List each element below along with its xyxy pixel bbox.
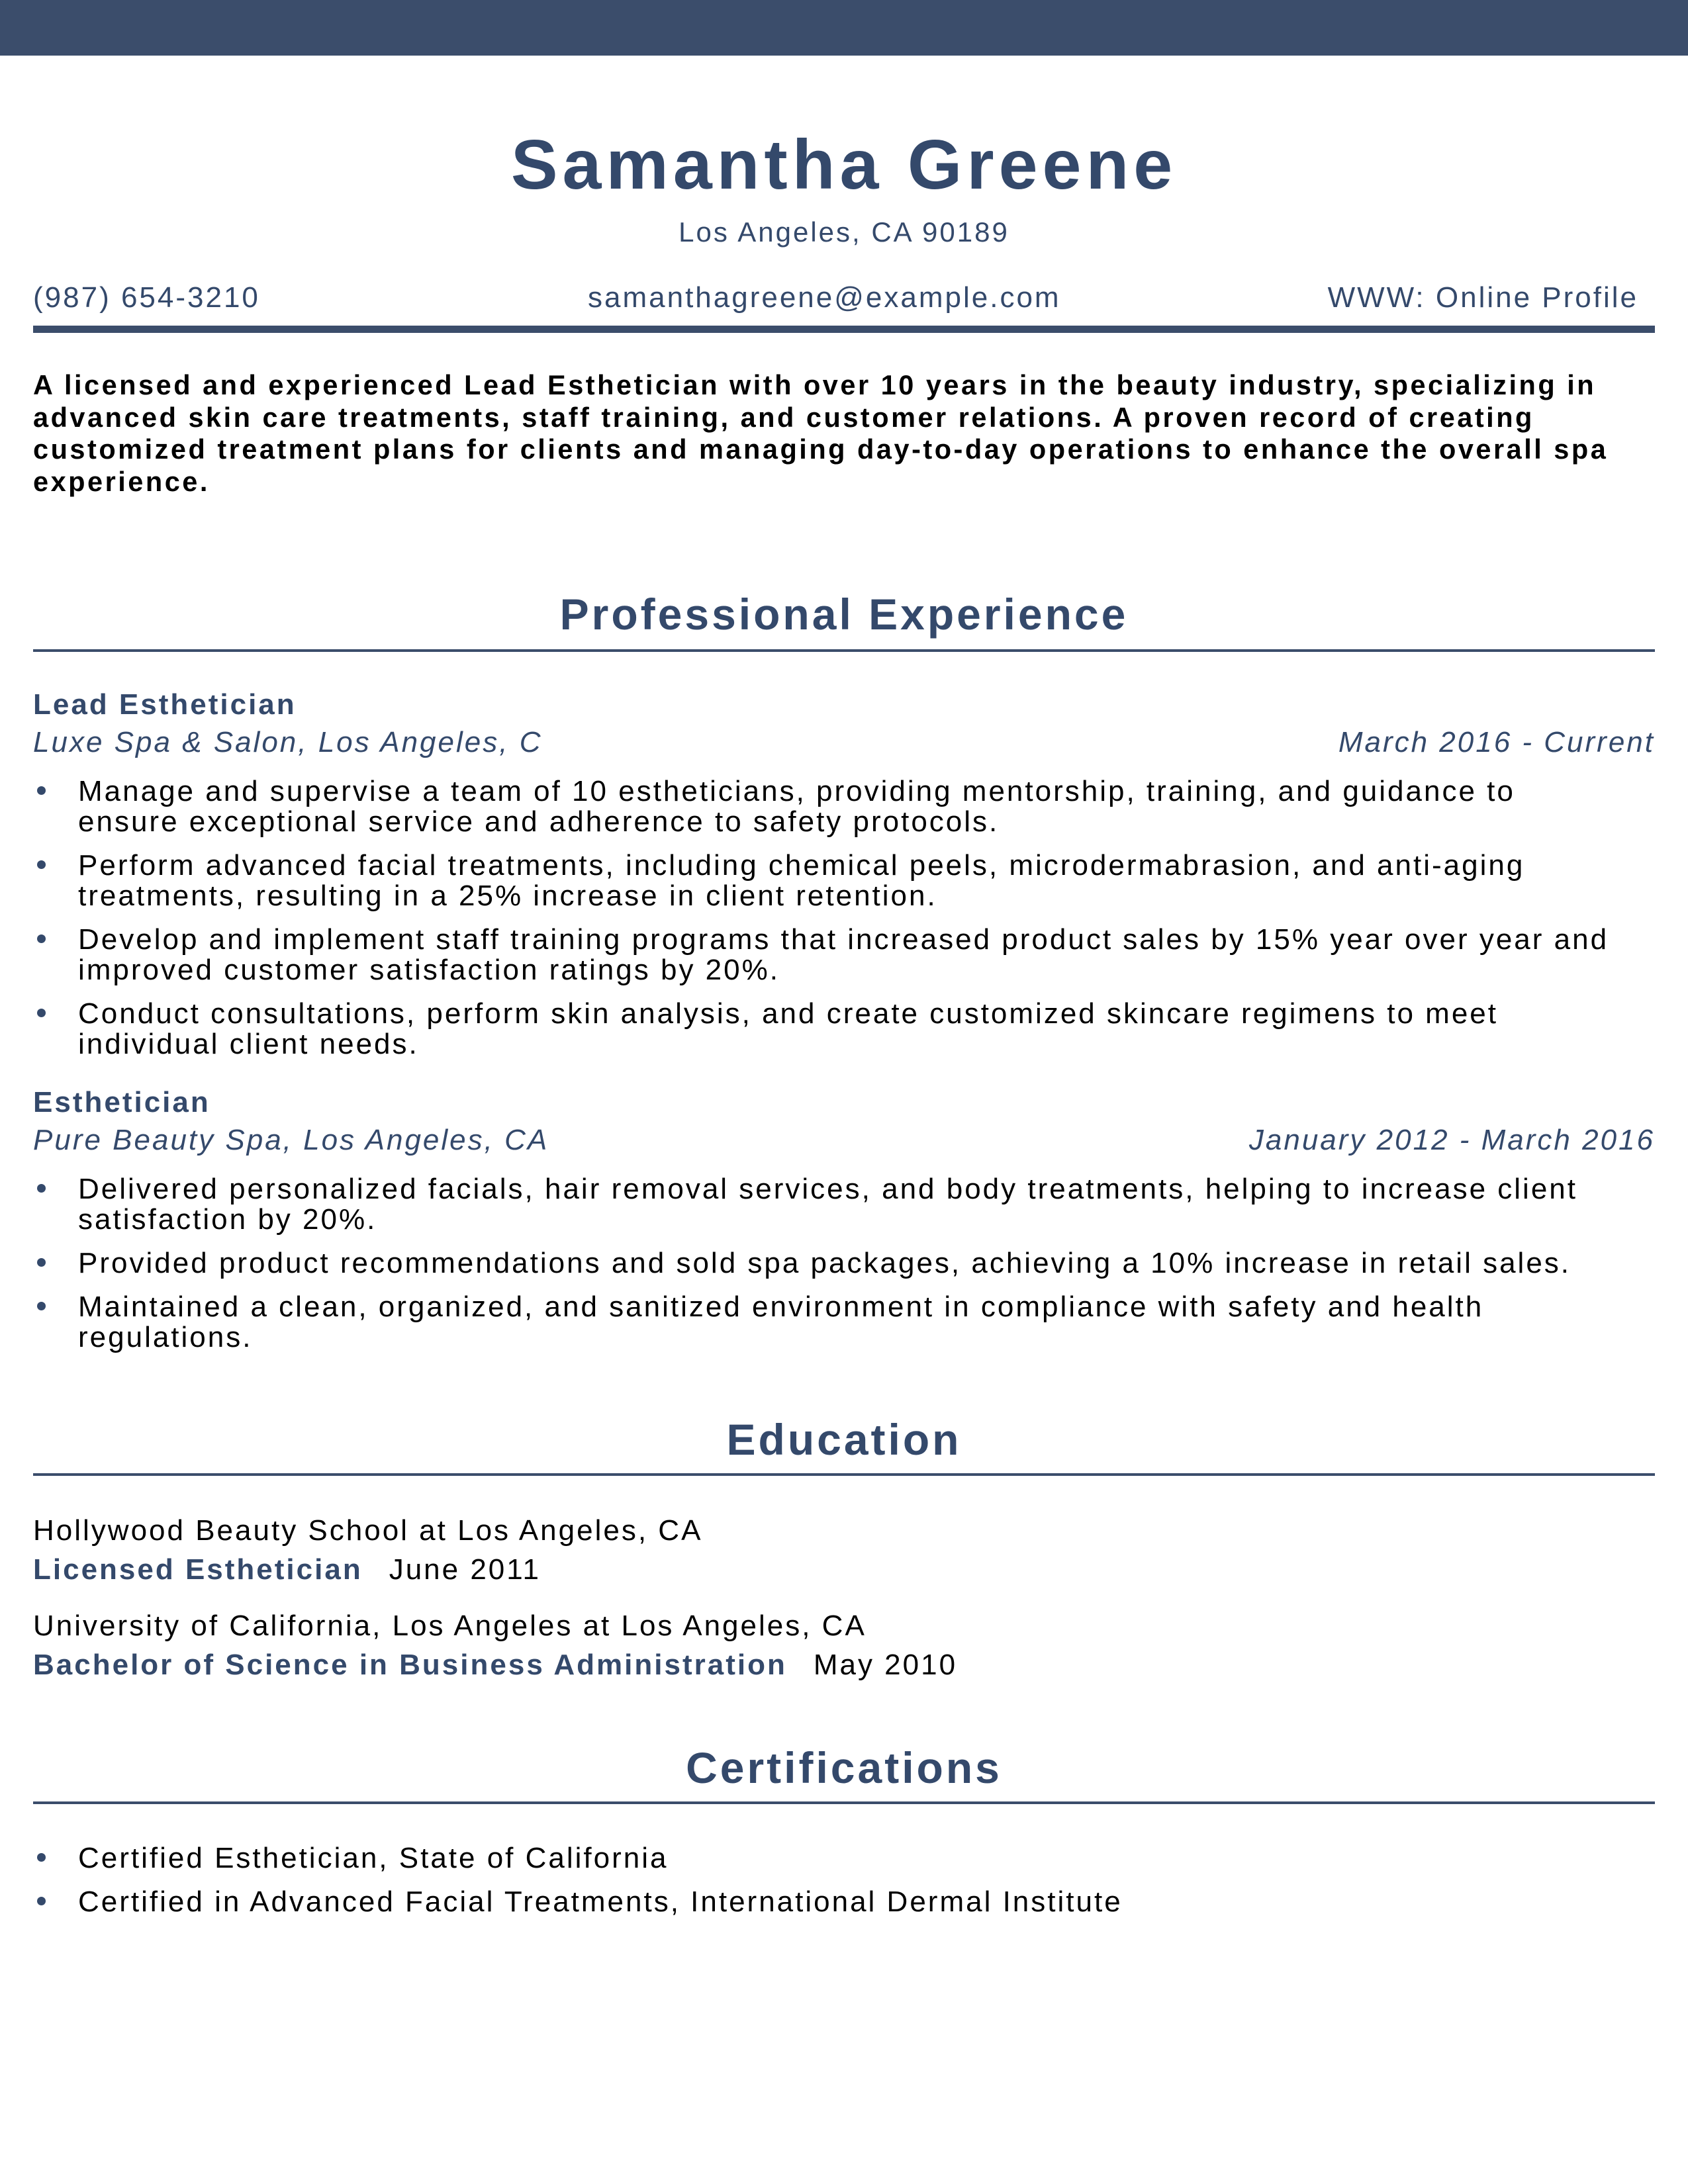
website-link[interactable]: WWW: Online Profile (1327, 281, 1638, 314)
list-item: Maintained a clean, organized, and sanitized environment in compliance with safety and health regulations. (33, 1292, 1622, 1353)
candidate-name: Samantha Greene (510, 126, 1178, 204)
list-item: Delivered personalized facials, hair removal services, and body treatments, helping to increase client satisfaction by 20%. (33, 1174, 1622, 1235)
bullet-icon (37, 786, 46, 795)
certifications-heading: Certifications (686, 1743, 1002, 1792)
job-bullets (33, 776, 1622, 1073)
list-item: Manage and supervise a team of 10 estheticians, providing mentorship, training, and guidance to ensure exceptional service and adherence to safety protocols. (33, 776, 1622, 837)
list-item: Certified in Advanced Facial Treatments, International Dermal Institute (33, 1887, 1622, 1917)
experience-heading: Professional Experience (559, 590, 1129, 639)
email-address[interactable]: samanthagreene@example.com (588, 281, 1061, 314)
education-date: June 2011 (389, 1553, 541, 1586)
list-item: Perform advanced facial treatments, including chemical peels, microdermabrasion, and anti-aging treatments, resulting in a 25% increase in client retention. (33, 850, 1622, 911)
header-divider (33, 326, 1655, 333)
certifications-divider (33, 1801, 1655, 1804)
job-title: Esthetician (33, 1086, 211, 1118)
bullet-icon (37, 860, 46, 869)
education-degree-row (33, 1651, 957, 1680)
education-degree: Licensed Esthetician (33, 1553, 363, 1586)
list-item: Develop and implement staff training programs that increased product sales by 15% year over year and improved customer satisfaction ratings by 20%. (33, 925, 1622, 985)
education-school: Hollywood Beauty School at Los Angeles, CA (33, 1514, 703, 1547)
bullet-icon (37, 1009, 46, 1017)
job-company: Pure Beauty Spa, Los Angeles, CA (33, 1124, 549, 1156)
certification-list (33, 1843, 1622, 1931)
bullet-icon (37, 934, 46, 943)
job-company: Luxe Spa & Salon, Los Angeles, C (33, 726, 543, 758)
phone-number: (987) 654-3210 (33, 281, 260, 314)
education-degree-row (33, 1555, 541, 1584)
experience-divider (33, 649, 1655, 652)
education-school: University of California, Los Angeles at Los Angeles, CA (33, 1610, 867, 1642)
bullet-icon (37, 1897, 46, 1905)
education-degree: Bachelor of Science in Business Administration (33, 1649, 787, 1681)
job-meta (33, 728, 1655, 760)
job-title: Lead Esthetician (33, 688, 297, 721)
job-bullets (33, 1174, 1622, 1366)
bullet-icon (37, 1184, 46, 1193)
professional-summary: A licensed and experienced Lead Esthetician with over 10 years in the beauty industry, specializing in advanced skin care treatments, staff training, and customer relations. A proven record of creating customized treatment plans for clients and managing day-to-day operations to enhance the overall spa experience. (33, 369, 1609, 497)
contact-row (33, 283, 1638, 312)
bullet-icon (37, 1258, 46, 1267)
job-dates: January 2012 - March 2016 (1248, 1124, 1655, 1156)
job-meta (33, 1126, 1655, 1158)
education-divider (33, 1473, 1655, 1476)
education-heading: Education (726, 1415, 962, 1464)
candidate-address: Los Angeles, CA 90189 (679, 216, 1009, 248)
header-color-bar (0, 0, 1688, 56)
education-date: May 2010 (813, 1649, 958, 1681)
list-item: Provided product recommendations and sold spa packages, achieving a 10% increase in retail sales. (33, 1248, 1622, 1279)
bullet-icon (37, 1853, 46, 1862)
bullet-icon (37, 1302, 46, 1310)
job-dates: March 2016 - Current (1338, 726, 1655, 758)
list-item: Certified Esthetician, State of California (33, 1843, 1622, 1874)
list-item: Conduct consultations, perform skin analysis, and create customized skincare regimens to meet individual client needs. (33, 999, 1622, 1060)
